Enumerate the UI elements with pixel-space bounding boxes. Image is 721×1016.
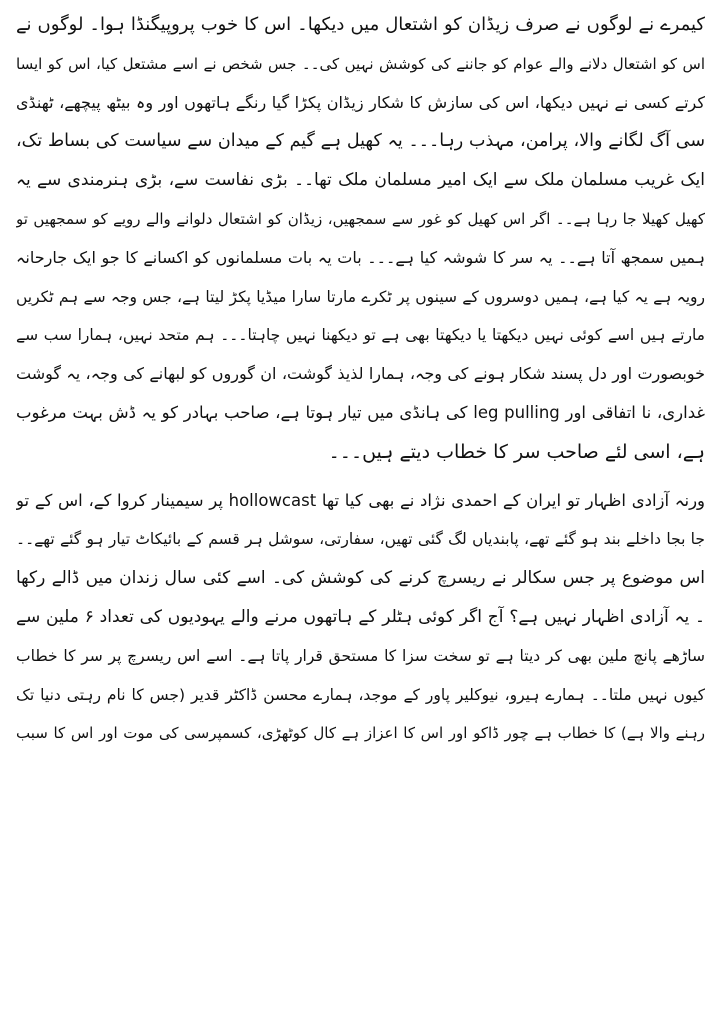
text-line: کھیل کھیلا جا رہا ہے۔۔ اگر اس کھیل کو غور سے سمجھیں، زیڈان کو اشتعال دلوانے والے رویے کو سمجھیں تو bbox=[16, 209, 705, 228]
text-line: ہے، اسی لئے صاحب سر کا خطاب دیتے ہیں۔۔۔ bbox=[328, 440, 705, 463]
paragraph-gap bbox=[16, 472, 705, 482]
text-line: اس کو اشتعال دلانے والے عوام کو جاننے کی کوشش نہیں کی۔۔ جس شخص نے اسے مشتعل کیا، اس کو ایسا bbox=[16, 54, 705, 73]
text-line: جا بجا داخلے بند ہو گئے تھے، پابندیاں لگ گئی تھیں، سفارتی، سوشل ہر قسم کے بائیکاٹ تیار ہو گئے تھے۔۔ bbox=[16, 530, 705, 549]
text-line: غداری، نا اتفاقی اور leg pulling کی ہانڈی میں تیار ہوتا ہے، صاحب بہادر کو یہ ڈش بہت مرغوب bbox=[16, 402, 705, 422]
text-line: ساڑھے پانچ ملین بھی کر دیتا ہے تو سخت سزا کا مستحق قرار پاتا ہے۔ اسے اس ریسرچ پر سر کا خطاب bbox=[16, 646, 705, 665]
text-line: مارتے ہیں اسے کوئی نہیں دیکھتا یا دیکھتا بھی ہے تو دیکھنا نہیں چاہتا۔۔۔ ہم متحد نہیں، ہمارا سب سے bbox=[16, 326, 705, 345]
text-line: کیمرے نے لوگوں نے صرف زیڈان کو اشتعال میں دیکھا۔ اس کا خوب پروپیگنڈا ہوا۔ لوگوں نے bbox=[16, 14, 705, 35]
text-line: رویہ ہے یہ کیا ہے، ہمیں دوسروں کے سینوں پر ٹکرے مارتا سارا میڈیا پکڑ لیتا ہے، جس وجہ سے ہم ٹکریں bbox=[16, 287, 705, 306]
text-line: رہنے والا ہے) کا خطاب ہے چور ڈاکو اور اس کا اعزاز ہے کال کوٹھڑی، کسمپرسی کی موت اور اس کا سبب bbox=[16, 724, 705, 743]
text-line: سی آگ لگانے والا، پرامن، مہذب رہا۔۔۔ یہ کھیل ہے گیم کے میدان سے سیاست کی بساط تک، bbox=[16, 131, 705, 152]
text-line: کیوں نہیں ملتا۔۔ ہمارے ہیرو، نیوکلیر پاور کے موجد، ہمارے محسن ڈاکٹر قدیر (جس کا نام رہتی دنیا تک bbox=[16, 685, 705, 704]
paragraph-2 bbox=[16, 482, 705, 754]
text-line: ہمیں سمجھ آتا ہے۔۔ یہ سر کا شوشہ کیا ہے۔۔۔ بات یہ بات مسلمانوں کو اکسانے کا جو ایک جارحانہ bbox=[16, 247, 705, 267]
text-line: ۔ یہ آزادی اظہار نہیں ہے؟ آج اگر کوئی ہٹلر کے ہاتھوں مرنے والے یہودیوں کی تعداد ۶ ملین سے bbox=[16, 606, 705, 627]
paragraph-1 bbox=[16, 6, 705, 472]
text-line: ورنہ آزادی اظہار تو ایران کے احمدی نژاد نے بھی کیا تھا hollowcast پر سیمینار کروا کے، اس کے تو bbox=[16, 490, 705, 510]
text-line: اس موضوع پر جس سکالر نے ریسرچ کرنے کی کوشش کی۔ اسے کئی سال زندان میں ڈالے رکھا bbox=[16, 568, 705, 589]
text-line: خوبصورت اور دل پسند شکار ہونے کی وجہ، ہمارا لذیذ گوشت، ان گوروں کو لبھانے کی وجہ، یہ گوشت bbox=[16, 364, 705, 384]
text-line: کرتے کسی نے نہیں دیکھا، اس کی سازش کا شکار زیڈان پکڑا گیا رنگے ہاتھوں اور وہ بیٹھ پیچھے، ٹھنڈی bbox=[16, 92, 705, 112]
text-line: ایک غریب مسلمان ملک سے ایک امیر مسلمان ملک تھا۔۔ بڑی نفاست سے، بڑی ہنرمندی سے یہ bbox=[16, 170, 705, 191]
